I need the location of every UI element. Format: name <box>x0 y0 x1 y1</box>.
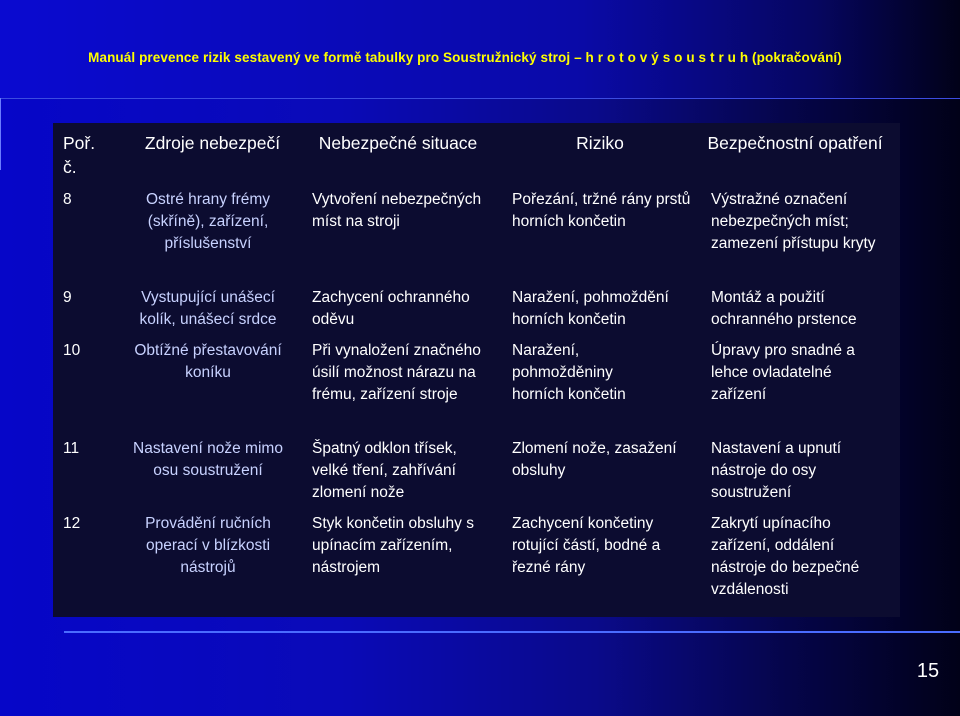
top-band <box>0 0 960 98</box>
row-9-source: Vystupující unášecí kolík, unášecí srdce <box>139 289 277 328</box>
row-11-num: 11 <box>63 440 80 457</box>
header-situation: Nebezpečné situace <box>318 133 478 153</box>
left-accent-line <box>0 98 1 170</box>
row-10-num: 10 <box>63 342 81 359</box>
header-num: Poř. č. <box>63 133 96 177</box>
row-10-risk: Naražení, pohmožděniny horních končetin <box>512 342 626 403</box>
header-divider <box>0 98 960 99</box>
row-10-measure: Úpravy pro snadné a lehce ovladatelné zařízení <box>711 342 855 403</box>
page-title: Manuál prevence rizik sestavený ve formě tabulky pro Soustružnický stroj – h r o t o v ý s o u s t r u h (pokračování) <box>88 50 842 65</box>
row-11-source: Nastavení nože mimo osu soustružení <box>133 440 283 479</box>
row-12-measure: Zakrytí upínacího zařízení, oddálení nástroje do bezpečné vzdálenosti <box>711 515 860 598</box>
header-risk: Riziko <box>576 133 624 153</box>
page-number: 15 <box>916 660 940 682</box>
row-11-measure: Nastavení a upnutí nástroje do osy soustružení <box>711 440 842 501</box>
row-9-situation: Zachycení ochranného oděvu <box>312 289 470 328</box>
row-8-situation: Vytvoření nebezpečných míst na stroji <box>312 191 482 230</box>
row-11-situation: Špatný odklon třísek, velké tření, zahřívání zlomení nože <box>312 440 457 501</box>
row-11-risk: Zlomení nože, zasažení obsluhy <box>512 440 677 479</box>
row-12-num: 12 <box>63 515 81 532</box>
row-12-source: Provádění ručních operací v blízkosti nástrojů <box>145 515 271 576</box>
row-8-num: 8 <box>63 191 72 208</box>
row-8-risk: Pořezání, tržné rány prstů horních končetin <box>512 191 691 230</box>
row-8-measure: Výstražné označení nebezpečných míst; zamezení přístupu kryty <box>711 191 876 252</box>
row-10-situation: Při vynaložení značného úsilí možnost nárazu na frému, zařízení stroje <box>312 342 481 403</box>
row-9-risk: Naražení, pohmoždění horních končetin <box>512 289 669 328</box>
header-source: Zdroje nebezpečí <box>144 133 281 153</box>
row-9-measure: Montáž a použití ochranného prstence <box>711 289 857 328</box>
bottom-divider <box>64 631 960 633</box>
header-measure: Bezpečnostní opatření <box>707 133 883 153</box>
row-8-source: Ostré hrany frémy (skříně), zařízení, příslušenství <box>145 191 271 252</box>
row-10-source: Obtížné přestavování koníku <box>134 342 282 381</box>
row-9-num: 9 <box>63 289 72 306</box>
row-12-risk: Zachycení končetiny rotující částí, bodné a řezné rány <box>512 515 661 576</box>
row-12-situation: Styk končetin obsluhy s upínacím zařízením, nástrojem <box>312 515 474 576</box>
